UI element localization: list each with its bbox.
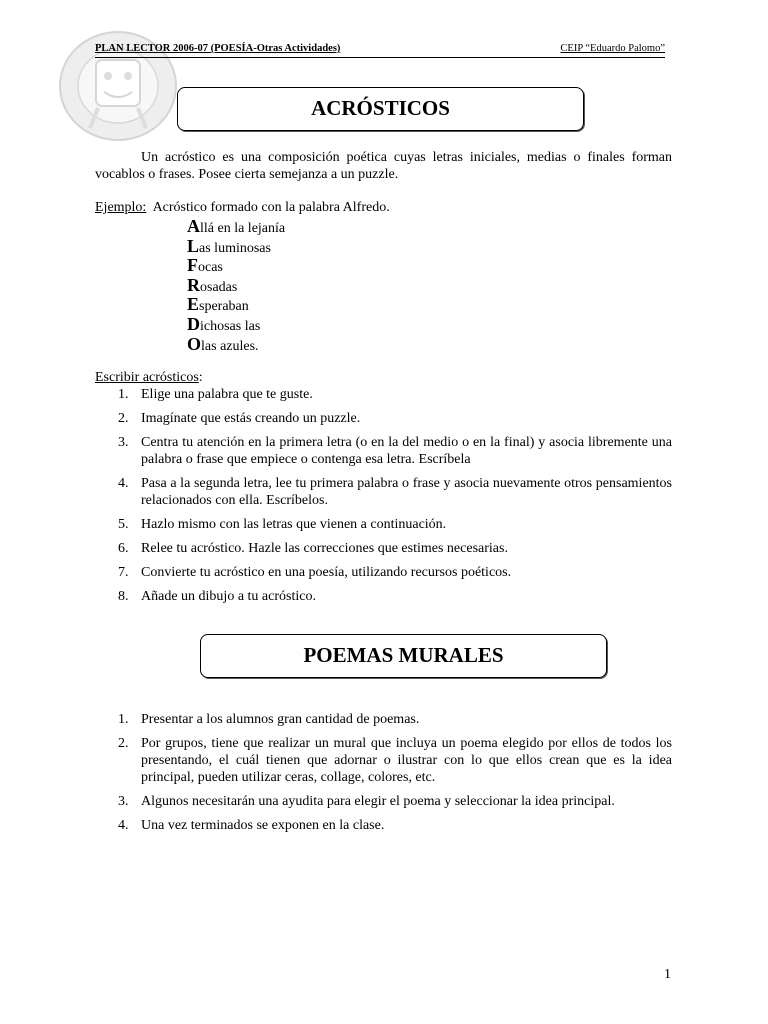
list-number: 3. [118,435,129,450]
list-item [95,711,672,728]
acrostic-rest: ocas [198,260,223,276]
acrostic-rest: ichosas las [200,318,261,334]
acrostic-line [187,314,285,334]
list-item [95,817,672,834]
acrostic-steps-list [95,386,672,612]
list-text: Hazlo mismo con las letras que vienen a continuación. [141,517,447,532]
list-text: Convierte tu acróstico en una poesía, utilizando recursos poéticos. [141,565,512,580]
list-item [95,516,672,533]
acrostic-line [187,236,285,256]
murales-steps-list [95,711,672,841]
list-item [95,564,672,581]
list-text: Imagínate que estás creando un puzzle. [141,411,361,426]
list-number: 1. [118,387,129,402]
example-label: Ejemplo: [95,200,147,215]
list-text: Una vez terminados se exponen en la clase. [141,818,385,833]
acrostic-line [187,255,285,275]
acrostic-rest: las azules. [201,338,259,354]
list-number: 4. [118,476,129,491]
list-item [95,735,672,786]
acrostic-line [187,334,285,354]
list-number: 7. [118,565,129,580]
list-number: 4. [118,818,129,833]
list-text: Presentar a los alumnos gran cantidad de poemas. [141,712,420,727]
list-number: 6. [118,541,129,556]
steps-heading [95,369,203,386]
list-item [95,540,672,557]
acrostic-initial: E [187,294,200,315]
acrostic-line [187,294,285,314]
list-text: Relee tu acróstico. Hazle las correcciones que estimes necesarias. [141,541,508,556]
example-text: Acróstico formado con la palabra Alfredo. [152,200,390,215]
list-item [95,588,672,605]
acrostic-rest: llá en la lejanía [200,221,286,236]
list-text: Añade un dibujo a tu acróstico. [141,589,316,604]
page-number: 1 [664,967,671,982]
list-number: 3. [118,794,129,809]
acrostic-initial: O [187,333,202,354]
list-number: 5. [118,517,129,532]
header-plan-title: PLAN LECTOR 2006-07 (POESÍA-Otras Actividades) [95,43,341,54]
list-text: Algunos necesitarán una ayudita para elegir el poema y seleccionar la idea principal. [141,794,615,809]
list-text: Elige una palabra que te guste. [141,387,313,402]
list-text: Centra tu atención en la primera letra (o en la del medio o en la final) y asocia libremente una palabra o frase que empiece o contenga esa letra. Escríbela [141,435,672,467]
steps-colon: : [198,370,203,385]
list-item [95,475,672,509]
acrostic-initial: R [187,274,200,295]
acrostic-rest: as luminosas [199,240,271,256]
list-item [95,434,672,468]
acrostic-rest: speraban [199,299,249,315]
list-item [95,410,672,427]
list-number: 2. [118,411,129,426]
page-header [95,42,665,58]
list-text: Pasa a la segunda letra, lee tu primera palabra o frase y asocia nuevamente otros pensamientos relacionados con ella. Escríbelos. [141,476,672,508]
steps-label: Escribir acrósticos [95,370,199,385]
section-title-poemas-murales: POEMAS MURALES [200,634,607,678]
acrostic-rest: osadas [200,279,238,295]
example-line [95,199,672,216]
list-text: Por grupos, tiene que realizar un mural que incluya un poema elegido por ellos de todos los presentando, el cuál tienen que adornar o ilustrar con lo que ellos crean que es la idea principal, pueden utilizar ceras, collage, colores, etc. [141,736,672,785]
section-title-acrosticos: ACRÓSTICOS [177,87,584,131]
acrostic-line [187,216,285,236]
acrostic-initial: D [187,313,200,334]
acrostic-poem [187,216,285,353]
acrostic-line [187,275,285,295]
acrostic-initial: L [187,235,200,256]
header-school-name: CEIP “Eduardo Palomo” [560,43,665,54]
intro-paragraph: Un acróstico es una composición poética cuyas letras iniciales, medias o finales forman vocablos o frases. Posee cierta semejanza a un puzzle. [95,150,672,182]
list-number: 2. [118,736,129,751]
list-item [95,386,672,403]
acrostic-initial: F [187,255,198,276]
list-number: 1. [118,712,129,727]
list-item [95,793,672,810]
acrostic-initial: A [187,216,200,236]
list-number: 8. [118,589,129,604]
